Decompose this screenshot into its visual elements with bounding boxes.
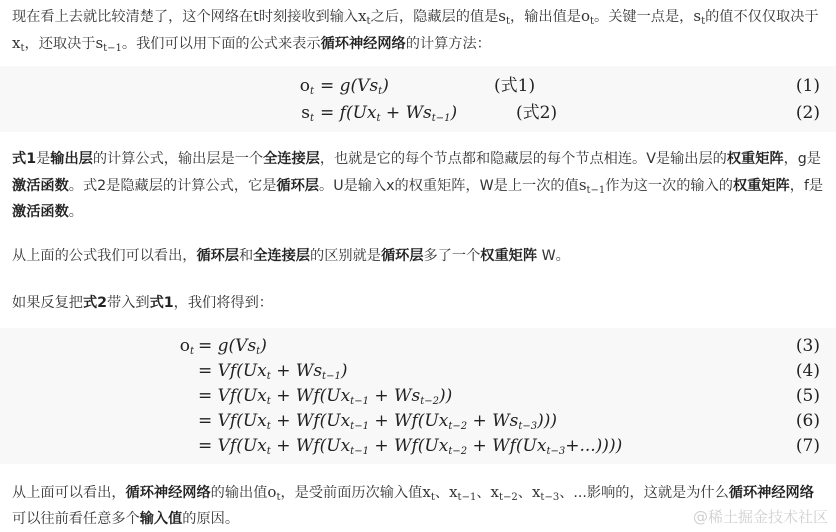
- math-xt: $x_t$: [12, 34, 25, 54]
- equation-number: (2): [795, 103, 820, 123]
- watermark: @稀土掘金技术社区: [692, 508, 828, 526]
- math-xt-3: $x_{t-3}$: [531, 483, 560, 503]
- text: ，还取决于: [24, 36, 96, 52]
- text: 。我们可以用下面的公式来表示: [121, 36, 321, 52]
- math-xt-1: $x_{t-1}$: [449, 483, 477, 503]
- equation-row: [0, 434, 836, 458]
- text: 。关键一点是，: [594, 9, 694, 25]
- math-xt-2: $x_{t-2}$: [490, 483, 518, 503]
- math-st: $s_t$: [693, 7, 706, 27]
- equation-lhs: $o_t$: [179, 336, 194, 357]
- explanation-paragraph: 式1是输出层的计算公式，输出层是一个全连接层，也就是它的每个节点都和隐藏层的每个节点相连。V是输出层的权重矩阵，g是激活函数。式2是隐藏层的计算公式，它是循环层。U是输入x的权重矩阵，W是上一次的值$s_{t-1}$作为这一次的输入的权重矩阵，f是激活函数。: [12, 151, 824, 220]
- equation-row: [0, 359, 836, 383]
- equation-row: [0, 74, 836, 98]
- intro-paragraph: [12, 3, 824, 57]
- equation-number: (5): [795, 386, 820, 406]
- math-st-1: $s_{t-1}$: [578, 176, 606, 196]
- equation-number: (1): [795, 76, 820, 96]
- text: 的值不: [705, 9, 748, 25]
- text: 之后，隐藏层的值是: [370, 9, 499, 25]
- equation-rhs: = $Vf(Ux_t + Wf(Ux_{t-1} + Wf(Ux_{t-2} + Wf(Ux_{t-3}+...))))$: [198, 436, 623, 457]
- equation-rhs: = $Vf(Ux_t + Wf(Ux_{t-1} + Wf(Ux_{t-2} + Ws_{t-3})))$: [198, 411, 557, 432]
- math-st-1: $s_{t-1}$: [95, 34, 122, 54]
- equation-rhs: = $f(Ux_t + Ws_{t-1})$: [320, 103, 458, 124]
- math-ot: $o_t$: [267, 483, 281, 503]
- text: 仅仅取决于: [747, 9, 819, 25]
- math-xt: $x_t$: [358, 7, 371, 27]
- equation-row: [0, 384, 836, 408]
- equation-row: [0, 334, 836, 358]
- equation-lhs: $s_t$: [301, 103, 314, 124]
- equation-rhs: = $g(Vs_t)$: [198, 336, 267, 357]
- equation-number: (6): [795, 411, 820, 431]
- equation-row: [0, 409, 836, 433]
- substitution-paragraph: 如果反复把式2带入到式1，我们将得到：: [12, 295, 273, 311]
- text: 现在看上去就比较清楚了，这个网络在t时刻接收到输入: [12, 9, 359, 25]
- equation-lhs: $o_t$: [299, 76, 314, 97]
- equation-block-1: [0, 66, 836, 132]
- equation-number: (7): [795, 436, 820, 456]
- equation-tag: (式1): [494, 76, 536, 96]
- equation-number: (3): [795, 336, 820, 356]
- equation-row: [0, 101, 836, 125]
- text: 的计算方法：: [405, 36, 491, 52]
- equation-tag: (式2): [516, 103, 558, 123]
- bold-term: 循环神经网络: [320, 36, 406, 52]
- comparison-paragraph: 从上面的公式我们可以看出，循环层和全连接层的区别就是循环层多了一个权重矩阵 W。: [12, 248, 570, 264]
- equation-number: (4): [795, 361, 820, 381]
- equation-block-2: [0, 328, 836, 464]
- math-xt: $x_t$: [422, 483, 435, 503]
- math-ot: $o_t$: [580, 7, 595, 27]
- math-st: $s_t$: [498, 7, 511, 27]
- equation-rhs: = $Vf(Ux_t + Wf(Ux_{t-1} + Ws_{t-2}))$: [198, 386, 453, 407]
- equation-rhs: = $Vf(Ux_t + Ws_{t-1})$: [198, 361, 348, 382]
- text: ，输出值是: [510, 9, 581, 25]
- conclusion-paragraph: 从上面可以看出，循环神经网络的输出值$o_t$，是受前面历次输入值$x_t$、$x_{t-1}$、$x_{t-2}$、$x_{t-3}$、...影响的，这就是为什么循环神经网络可以往前看任意多个输入值的原因。: [12, 483, 814, 527]
- equation-rhs: = $g(Vs_t)$: [320, 76, 389, 97]
